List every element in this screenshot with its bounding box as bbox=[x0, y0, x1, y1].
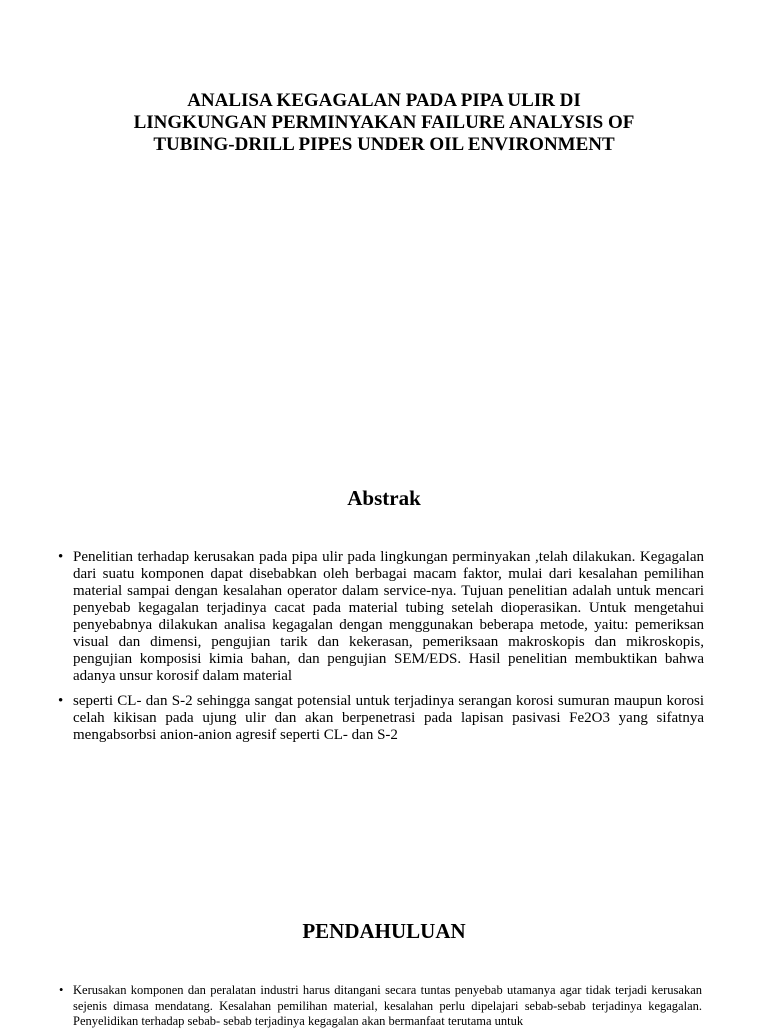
abstract-heading: Abstrak bbox=[347, 486, 421, 510]
abstract-paragraph-1 bbox=[56, 549, 704, 685]
abstract-paragraph-2-text: seperti CL- dan S-2 sehingga sangat potensial untuk terjadinya serangan korosi sumuran maupun korosi celah kikisan pada ujung ulir dan akan berpenetrasi pada lapisan pasivasi Fe2O3 yang sifatnya mengabsorbsi anion-anion agresif seperti CL- dan S-2 bbox=[73, 693, 704, 743]
abstract-list bbox=[56, 549, 704, 752]
title-line-3: TUBING-DRILL PIPES UNDER OIL ENVIRONMENT bbox=[153, 134, 615, 155]
bullet-icon: • bbox=[59, 983, 64, 997]
bullet-icon: • bbox=[58, 549, 64, 565]
introduction-paragraph-1 bbox=[56, 983, 702, 1030]
introduction-list bbox=[56, 983, 702, 1030]
introduction-paragraph-1-text: Kerusakan komponen dan peralatan industri harus ditangani secara tuntas penyebab utamanya agar tidak terjadi kerusakan sejenis dimasa mendatang. Kesalahan pemilihan material, kesalahan perlu dipelajari sebab-sebab terjadinya kegagalan. Penyelidikan terhadap sebab- sebab terjadinya kegagalan akan bermanfaat terutama untuk bbox=[73, 983, 702, 1028]
bullet-icon: • bbox=[58, 693, 64, 709]
title-line-2: LINGKUNGAN PERMINYAKAN FAILURE ANALYSIS OF bbox=[133, 112, 635, 133]
abstract-paragraph-1-text: Penelitian terhadap kerusakan pada pipa ulir pada lingkungan perminyakan ,telah dilakukan. Kegagalan dari suatu komponen dapat disebabkan oleh berbagai macam faktor, mulai dari kesalahan pemilihan material sampai dengan kesalahan operator dalam service-nya. Tujuan penelitian adalah untuk mencari penyebab kegagalan terjadinya cacat pada material tubing setelah dioperasikan. Untuk mengetahui penyebabnya dilakukan analisa kegagalan dengan menggunakan beberapa metode, yaitu: pemeriksan visual dan dimensi, pengujian tarik dan kekerasan, pemeriksaan makroskopis dan mikroskopis, pengujian komposisi kimia bahan, dan pengujian SEM/EDS. Hasil penelitian membuktikan bahwa adanya unsur korosif dalam material bbox=[73, 549, 704, 684]
title-line-1: ANALISA KEGAGALAN PADA PIPA ULIR DI bbox=[187, 90, 581, 111]
abstract-paragraph-2 bbox=[56, 693, 704, 744]
introduction-heading: PENDAHULUAN bbox=[302, 919, 466, 943]
document-title bbox=[84, 90, 684, 156]
